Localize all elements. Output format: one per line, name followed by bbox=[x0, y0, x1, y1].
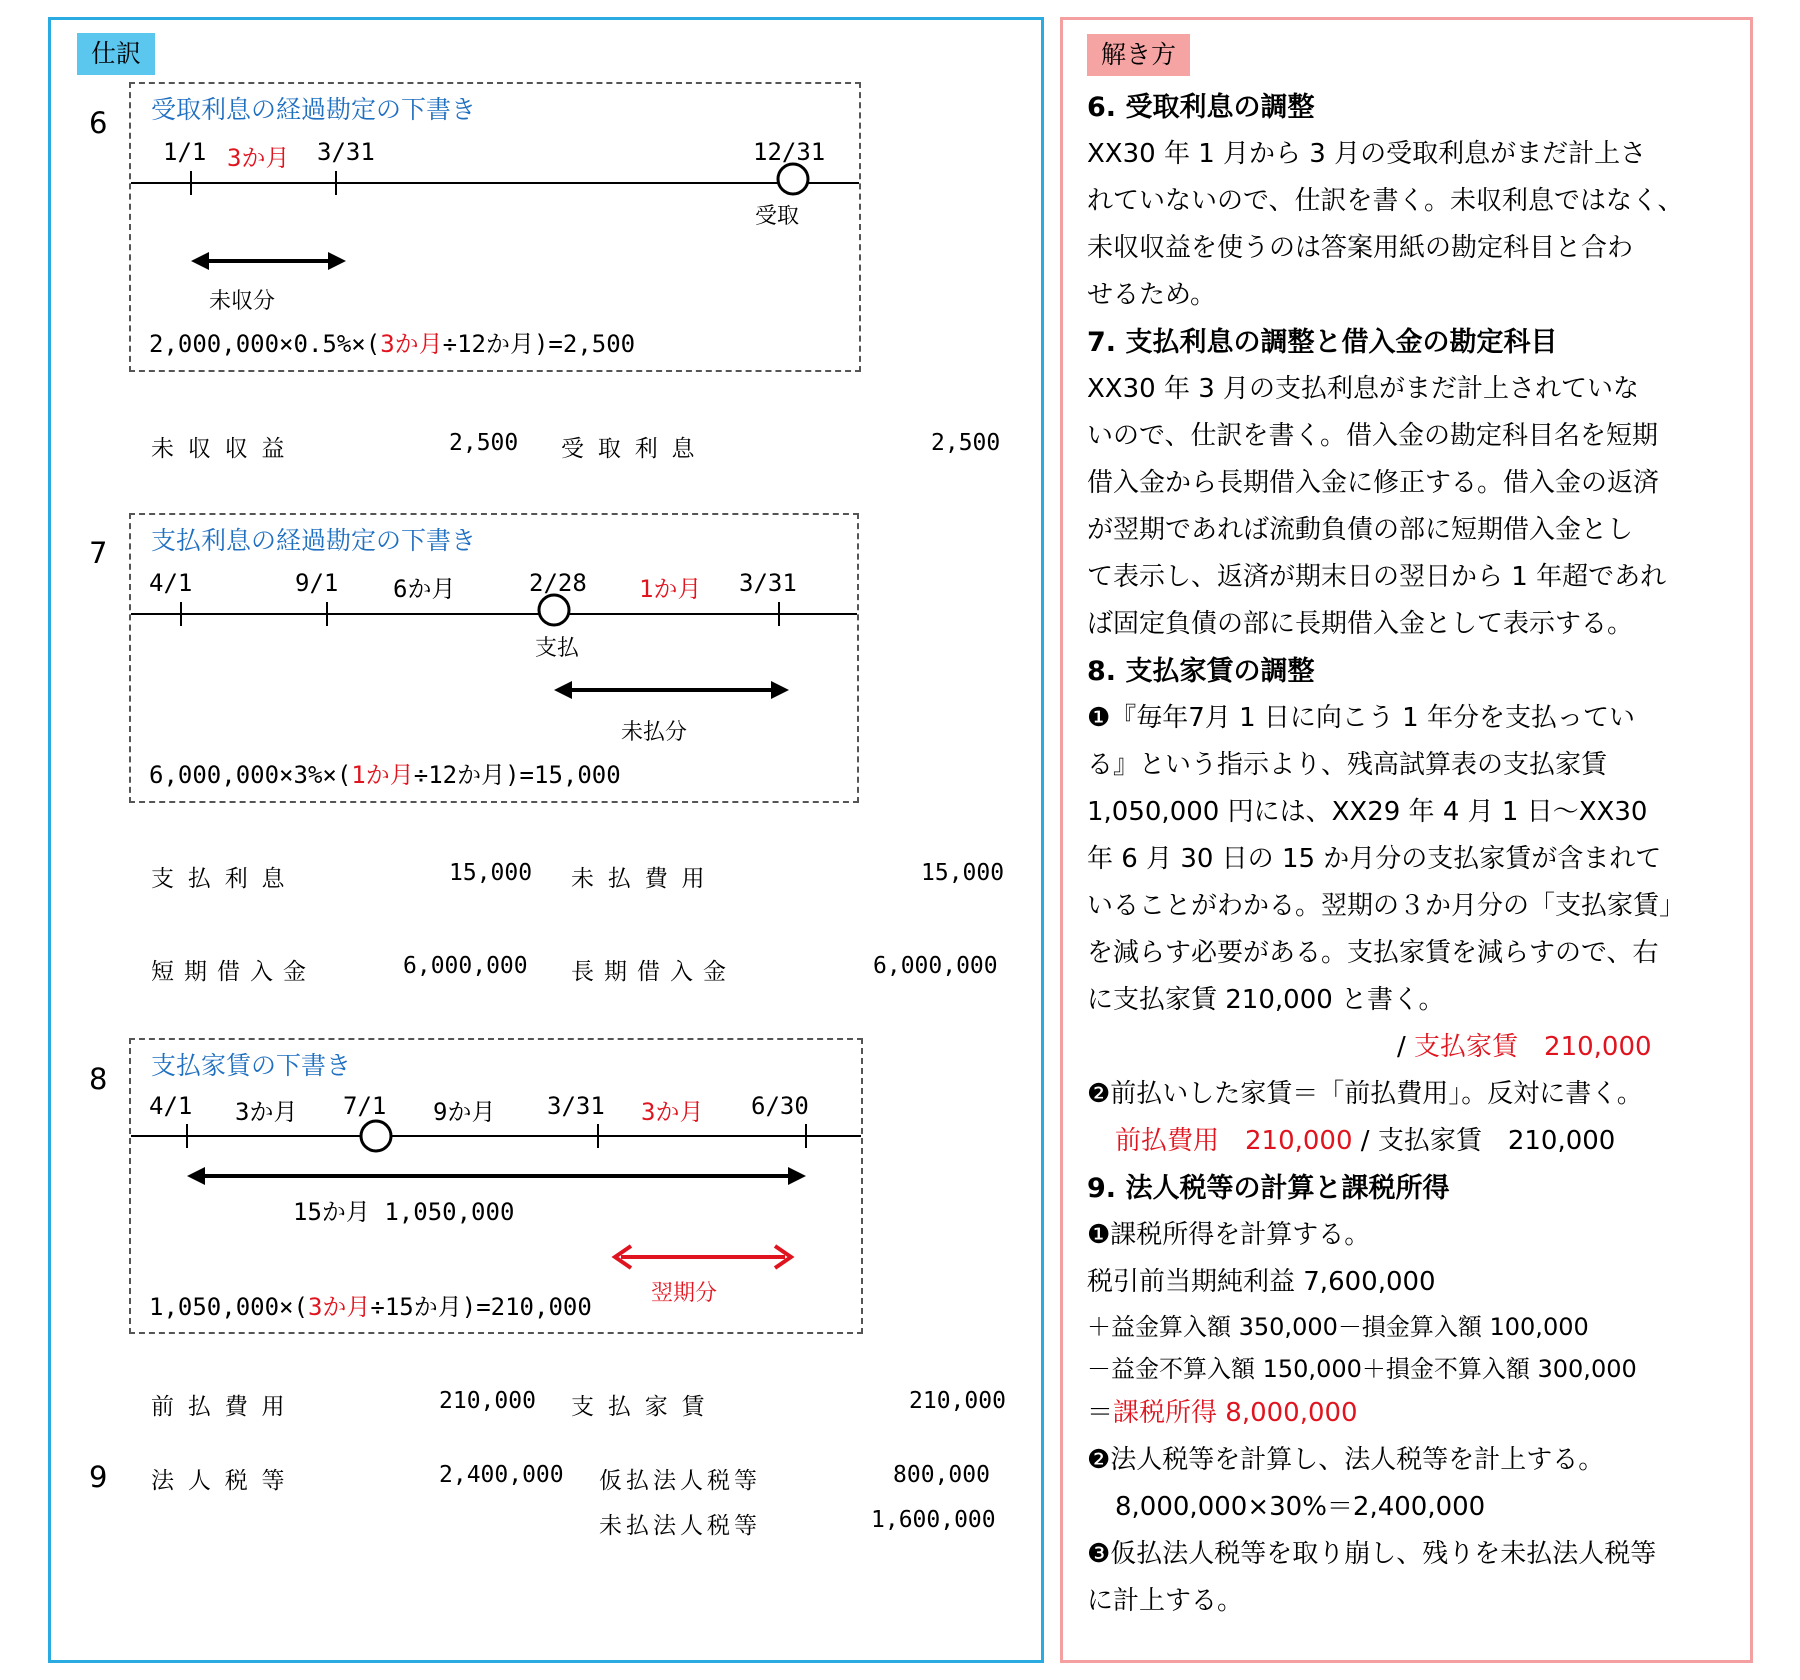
entry-8-credit: 支 払 家 賃 bbox=[571, 1394, 705, 1420]
draft-title-8: 支払家賃の下書き bbox=[151, 1051, 352, 1080]
date-3-31-q8: 3/31 bbox=[547, 1092, 605, 1120]
entry-7b-credit-amount: 6,000,000 bbox=[873, 953, 998, 979]
entry-8-debit: 前 払 費 用 bbox=[151, 1394, 285, 1420]
para-8b: ❷前払いした家賃＝「前払費用」。反対に書く。 bbox=[1087, 1079, 1643, 1109]
months-3-q8: 3か月 bbox=[235, 1098, 298, 1126]
draft-title-7: 支払利息の経過勘定の下書き bbox=[151, 526, 477, 555]
para-6-line-1: XX30 年 1 月から 3 月の受取利息がまだ計上さ bbox=[1087, 139, 1647, 169]
total-period-label: 15か月 1,050,000 bbox=[293, 1198, 515, 1226]
draft-box-6 bbox=[129, 82, 861, 372]
draft-title-6: 受取利息の経過勘定の下書き bbox=[151, 95, 477, 124]
para-9h-line-1: ❸仮払法人税等を取り崩し、残りを未払法人税等 bbox=[1087, 1539, 1657, 1569]
entry-8a: / 支払家賃 210,000 bbox=[1397, 1032, 1652, 1062]
unpaid-label: 未払分 bbox=[621, 720, 688, 745]
entry-7a-credit-amount: 15,000 bbox=[921, 860, 1005, 886]
para-9f: ❷法人税等を計算し、法人税等を計上する。 bbox=[1087, 1445, 1605, 1475]
para-9c: ＋益金算入額 350,000－損金算入額 100,000 bbox=[1087, 1313, 1589, 1341]
para-7-line-3: 借入金から長期借入金に修正する。借入金の返済 bbox=[1087, 468, 1660, 498]
para-9g: 8,000,000×30%＝2,400,000 bbox=[1115, 1492, 1486, 1522]
formula-8: 1,050,000×(3か月÷15か月)=210,000 bbox=[149, 1293, 592, 1321]
paid-label: 支払 bbox=[535, 636, 580, 661]
entry-8b: 前払費用 210,000 / 支払家賃 210,000 bbox=[1115, 1126, 1616, 1156]
solution-tag: 解き方 bbox=[1087, 34, 1190, 76]
journal-tag: 仕訳 bbox=[77, 33, 155, 75]
entry-8-credit-amount: 210,000 bbox=[909, 1388, 1006, 1414]
para-8-line-3: 1,050,000 円には、XX29 年 4 月 1 日〜XX30 bbox=[1087, 797, 1648, 827]
date-3-31: 3/31 bbox=[739, 569, 797, 597]
para-8-line-7: に支払家賃 210,000 と書く。 bbox=[1087, 985, 1445, 1015]
question-number-9: 9 bbox=[89, 1460, 108, 1494]
months-6: 6か月 bbox=[393, 575, 456, 603]
entry-7b-debit-amount: 6,000,000 bbox=[403, 953, 528, 979]
para-8-line-2: る』という指示より、残高試算表の支払家賃 bbox=[1087, 750, 1608, 780]
entry-6-credit: 受 取 利 息 bbox=[561, 436, 695, 462]
entry-9-debit-amount: 2,400,000 bbox=[439, 1462, 564, 1488]
entry-7b-credit: 長期借入金 bbox=[571, 959, 736, 985]
entry-7b-debit: 短期借入金 bbox=[151, 959, 316, 985]
para-9d: －益金不算入額 150,000＋損金不算入額 300,000 bbox=[1087, 1355, 1637, 1383]
para-7-line-2: いので、仕訳を書く。借入金の勘定科目名を短期 bbox=[1087, 421, 1658, 451]
entry-6-credit-amount: 2,500 bbox=[931, 430, 1001, 456]
journal-panel bbox=[48, 17, 1044, 1663]
accrued-label: 未収分 bbox=[209, 289, 276, 314]
para-6-line-3: 未収収益を使うのは答案用紙の勘定科目と合わ bbox=[1087, 233, 1634, 263]
entry-7a-debit: 支 払 利 息 bbox=[151, 866, 285, 892]
heading-6: 6. 受取利息の調整 bbox=[1087, 92, 1315, 123]
heading-7: 7. 支払利息の調整と借入金の勘定科目 bbox=[1087, 327, 1558, 358]
date-3-31: 3/31 bbox=[317, 138, 375, 166]
para-8-line-6: を減らす必要がある。支払家賃を減らすので、右 bbox=[1087, 938, 1659, 968]
para-9a: ❶課税所得を計算する。 bbox=[1087, 1220, 1371, 1250]
para-8-line-4: 年 6 月 30 日の 15 か月分の支払家賃が含まれて bbox=[1087, 844, 1662, 874]
entry-7a-debit-amount: 15,000 bbox=[449, 860, 533, 886]
entry-9-credit-2-amount: 1,600,000 bbox=[871, 1507, 996, 1533]
solution-text bbox=[1087, 84, 1727, 1625]
para-6-line-4: せるため。 bbox=[1087, 280, 1216, 310]
date-4-1: 4/1 bbox=[149, 569, 193, 597]
date-6-30: 6/30 bbox=[751, 1092, 809, 1120]
months-3-red: 3か月 bbox=[641, 1098, 704, 1126]
months-3: 3か月 bbox=[227, 144, 290, 172]
date-9-1: 9/1 bbox=[295, 569, 339, 597]
entry-9-credit-2: 未払法人税等 bbox=[599, 1513, 761, 1539]
para-7-line-5: て表示し、返済が期末日の翌日から 1 年超であれ bbox=[1087, 562, 1667, 592]
months-9: 9か月 bbox=[433, 1098, 496, 1126]
date-4-1-q8: 4/1 bbox=[149, 1092, 193, 1120]
entry-7a-credit: 未 払 費 用 bbox=[571, 866, 705, 892]
formula-7: 6,000,000×3%×(1か月÷12か月)=15,000 bbox=[149, 761, 621, 789]
entry-9-credit-1: 仮払法人税等 bbox=[599, 1468, 761, 1494]
para-7-line-1: XX30 年 3 月の支払利息がまだ計上されていな bbox=[1087, 374, 1640, 404]
months-1: 1か月 bbox=[639, 575, 702, 603]
entry-8-debit-amount: 210,000 bbox=[439, 1388, 536, 1414]
heading-8: 8. 支払家賃の調整 bbox=[1087, 656, 1315, 687]
solution-panel bbox=[1060, 17, 1753, 1663]
entry-9-credit-1-amount: 800,000 bbox=[893, 1462, 990, 1488]
date-7-1: 7/1 bbox=[343, 1092, 387, 1120]
question-number-7: 7 bbox=[89, 536, 108, 570]
question-number-6: 6 bbox=[89, 106, 108, 140]
heading-9: 9. 法人税等の計算と課税所得 bbox=[1087, 1173, 1450, 1204]
question-number-8: 8 bbox=[89, 1062, 108, 1096]
date-1-1: 1/1 bbox=[163, 138, 207, 166]
date-12-31: 12/31 bbox=[753, 138, 826, 166]
entry-6-debit-amount: 2,500 bbox=[449, 430, 519, 456]
entry-9-debit: 法 人 税 等 bbox=[151, 1468, 285, 1494]
para-9e: ＝課税所得 8,000,000 bbox=[1087, 1398, 1358, 1428]
para-8-line-1: ❶『毎年7月 1 日に向こう 1 年分を支払ってい bbox=[1087, 703, 1635, 733]
para-9h-line-2: に計上する。 bbox=[1087, 1586, 1244, 1616]
received-label: 受取 bbox=[755, 204, 800, 229]
para-9b: 税引前当期純利益 7,600,000 bbox=[1087, 1267, 1436, 1297]
formula-6: 2,000,000×0.5%×(3か月÷12か月)=2,500 bbox=[149, 330, 636, 358]
draft-box-8 bbox=[129, 1038, 863, 1334]
draft-box-7 bbox=[129, 513, 859, 803]
next-period-label: 翌期分 bbox=[651, 1281, 718, 1306]
para-7-line-4: が翌期であれば流動負債の部に短期借入金とし bbox=[1087, 515, 1634, 545]
para-6-line-2: れていないので、仕訳を書く。未収利息ではなく、 bbox=[1087, 186, 1684, 216]
para-8-line-5: いることがわかる。翌期の３か月分の「支払家賃」 bbox=[1087, 891, 1686, 921]
date-2-28: 2/28 bbox=[529, 569, 587, 597]
entry-6-debit: 未 収 収 益 bbox=[151, 436, 285, 462]
para-7-line-6: ば固定負債の部に長期借入金として表示する。 bbox=[1087, 609, 1634, 639]
